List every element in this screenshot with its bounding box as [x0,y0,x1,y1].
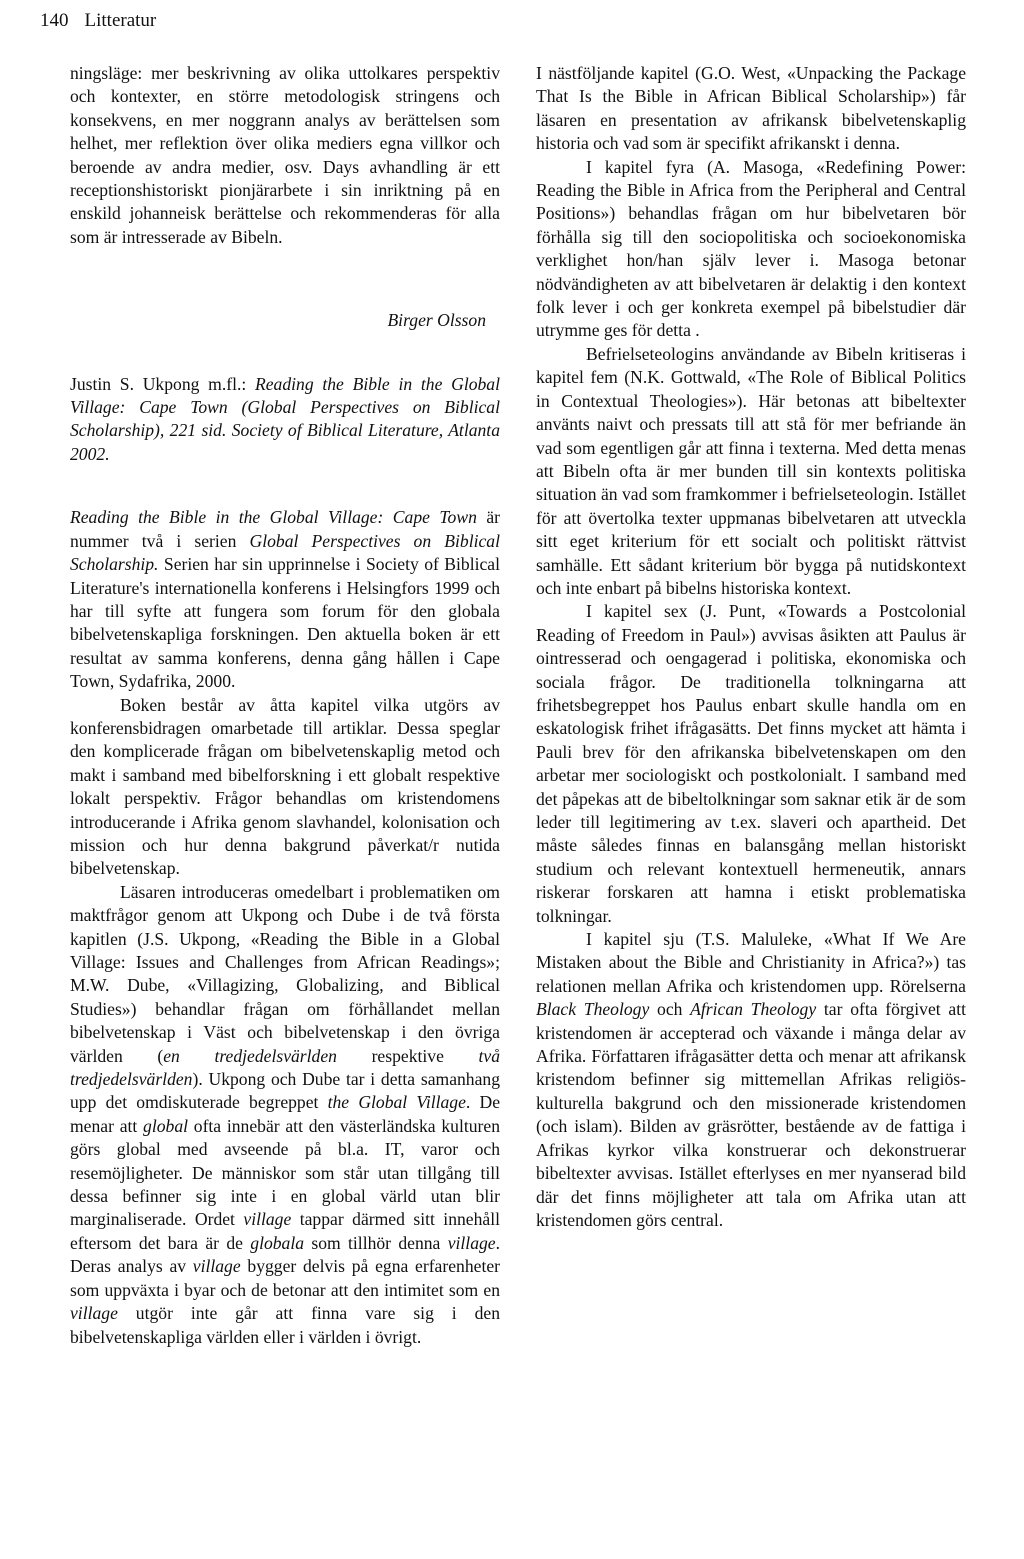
review-ending-paragraph: ningsläge: mer beskrivning av olika uttolkares perspektiv och kontexter, en större metodologisk stringens och konsekvens, en mer noggrann analys av berättelsen som helhet, mer reflektion över olika mediers egna villkor och beroende av andra medier, osv. Days avhandling är ett receptionshistoriskt pionjärarbete i sin inriktning på en enskild johanneisk berättelse och rekommenderas för alla som är intresserade av Bibeln. [70,63,500,247]
italic-term: en tredjedelsvärlden [163,1045,337,1066]
italic-term: globala [250,1232,305,1253]
review-paragraph-maluleke [536,928,966,1232]
book-title-italic: Reading the Bible in the Global Village: Cape Town [70,507,477,528]
text-span: utgör inte går att finna vare sig i den bibelvetenskapliga världen eller i världen i övrigt. [70,1303,500,1347]
bib-title: Reading the Bible in the Global Village: Cape Town (Global Perspectives on Biblical Scholarship), 221 sid. Society of Biblical Literature, Atlanta 2002. [70,373,500,464]
italic-term: village [243,1209,292,1230]
text-span: . Deras analys av [70,1232,501,1277]
reviewer-signature: Birger Olsson [387,310,486,331]
italic-term: village [447,1232,496,1253]
italic-term: the Global Village [327,1092,466,1113]
text-span: respektive [336,1045,479,1066]
series-title-italic: Global Perspectives on Biblical Scholarship. [70,530,500,575]
text-span: Serien har sin upprinnelse i Society of Biblical Literature's internationella konferens i Helsingfors 1999 och har till syfte att fungera som forum för den globala bibelvetenskapliga forskningen. Den aktuella boken är ett resultat av samma konferens, denna gång hållen i Cape Town, Sydafrika, 2000. [70,554,500,692]
bib-author: Justin S. Ukpong m.fl.: [70,373,255,394]
italic-term: African Theology [690,999,817,1020]
text-span: ). Ukpong och Dube tar i detta samanhang upp det omdiskuterade begreppet [70,1069,500,1113]
bibliographic-entry [70,373,500,467]
left-column [70,62,500,1349]
text-span: ofta innebär att den västerländska kulturen görs global med avseende på bl.a. IT, varor och resemöjligheter. De människor som står utan tillgång till dessa befinner sig inte i en global värld utan blir marginaliserade. Ordet [70,1115,500,1230]
text-span: tar ofta förgivet att kristendomen är accepterad och växande i många delar av Afrika. Författaren ifrågasätter detta och menar att afrikansk kristendom befinner sig mittemellan Afrikas religiös-kulturella bakgrund och den missionerade kristendomen (och islam). Bilden av gräsrötter, bestående av de fattiga i Afrikas kyrkor vilka konstruerar och dekonstruerar bibeltexter avvisas. Istället efterlyses en mer nyanserad bild där det finns möjligheter att tala om Afrika utan att kristendomen görs central. [536,999,967,1230]
italic-term: village [192,1256,241,1277]
section-title: Litteratur [84,10,157,31]
text-span: . De menar att [70,1092,501,1136]
italic-term: village [70,1303,118,1324]
review-paragraph-punt: I kapitel sex (J. Punt, «Towards a Postcolonial Reading of Freedom in Paul») avvisas åsikten att Paulus är ointresserad och oengagerad i politiska, ekonomiska och sociala frågor. De traditionella tolkningarna att frihetsbegreppet hos Paulus enbart skulle handla om en eskatologisk frihet ifrågasätts. Det finns mycket att hämta i Pauli brev för den afrikanska bibelvetenskapen om den arbetar mer sociologiskt och postkolonialt. I samband med det påpekas att de bibeltolkningar som saknar etik är de som leder till legitimering av t.ex. slaveri och apartheid. Det måste således finnas en balansgång mellan historiskt studium och relevant kontextuell hermeneutik, annars riskerar forskaren att hamna i etiskt problematiska tolkningar. [536,601,966,926]
text-span: I kapitel sju (T.S. Maluleke, «What If We Are Mistaken about the Bible and Christianity in Africa?») tas relationen mellan Afrika och kristendomen upp. Rörelserna [536,929,966,996]
review-paragraph-ukpong-dube [70,881,500,1349]
text-span: bygger delvis på egna erfarenheter som uppväxta i byar och de betonar att den intimitet som en [70,1256,500,1300]
text-span: Läsaren introduceras omedelbart i problematiken om maktfrågor genom att Ukpong och Dube i de två första kapitlen (J.S. Ukpong, «Reading the Bible in a Global Village: Issues and Challenges from African Readings»; M.W. Dube, «Villagizing, Globalizing, and Biblical Studies») behandlar frågan om förhållandet mellan bibelvetenskap i Väst och bibelvetenskap i den övriga världen ( [70,881,500,1066]
running-header [40,10,156,32]
text-span: är nummer två i serien [70,507,500,551]
italic-term: två tredjedelsvärlden [70,1045,500,1090]
right-column [536,62,966,1232]
review-paragraph-masoga: I kapitel fyra (A. Masoga, «Redefining Power: Reading the Bible in Africa from the Peripheral and Central Positions») behandlas frågan om hur bibelvetaren bör förhålla sig till den sociopolitiska och socioekonomiska verklighet hon/han själv lever i. Masoga betonar nödvändigheten av att bibelvetaren är delaktig i den kontext folk lever i och ger konkreta exempel på bibelstudier där utrymme ges för detta . [536,156,966,341]
italic-term: Black Theology [536,999,650,1020]
review-paragraph-chapters: Boken består av åtta kapitel vilka utgörs av konferensbidragen omarbetade till artiklar. Dessa speglar den komplicerade frågan om bibelvetenskaplig metod och makt i samband med bibelforskning i ett globalt respektive lokalt perspektiv. Frågor behandlas om kristendomens introducerande i Afrika genom slavhandel, kolonisation och mission och hur denna bakgrund påverkat/r nutida bibelvetenskap. [70,694,500,879]
page-number: 140 [40,10,69,31]
italic-term: global [143,1115,189,1136]
text-span: som tillhör denna [304,1232,448,1253]
review-paragraph-intro [70,506,500,693]
text-span: och [649,999,691,1020]
review-paragraph-gottwald: Befrielseteologins användande av Bibeln kritiseras i kapitel fem (N.K. Gottwald, «The Role of Biblical Politics in Contextual Theologies»). Här betonas att bibeltexter använts naivt och pressats till att stå för mer befriande än vad som egentligen går att finna i texterna. Med detta menas att Bibeln ofta är mer bunden till sin kontexts politiska situation än vad som framkommer i befrielseteologin. Istället för att övertolka texter uppmanas bibelvetaren att utveckla sitt eget kriterium för ett socialt och politiskt rättvist samhälle. Ett sådant kriterium bör bygga på nutidskontext och inte enbart på bibelns historiska kontext. [536,343,966,598]
review-paragraph-west: I nästföljande kapitel (G.O. West, «Unpacking the Package That Is the Bible in African Biblical Scholarship») får läsaren en presentation av afrikansk bibelvetenskaplig historia och vad som är specifikt afrikanskt i denna. [536,63,966,154]
text-span: tappar därmed sitt innehåll eftersom det bara är de [70,1209,500,1253]
